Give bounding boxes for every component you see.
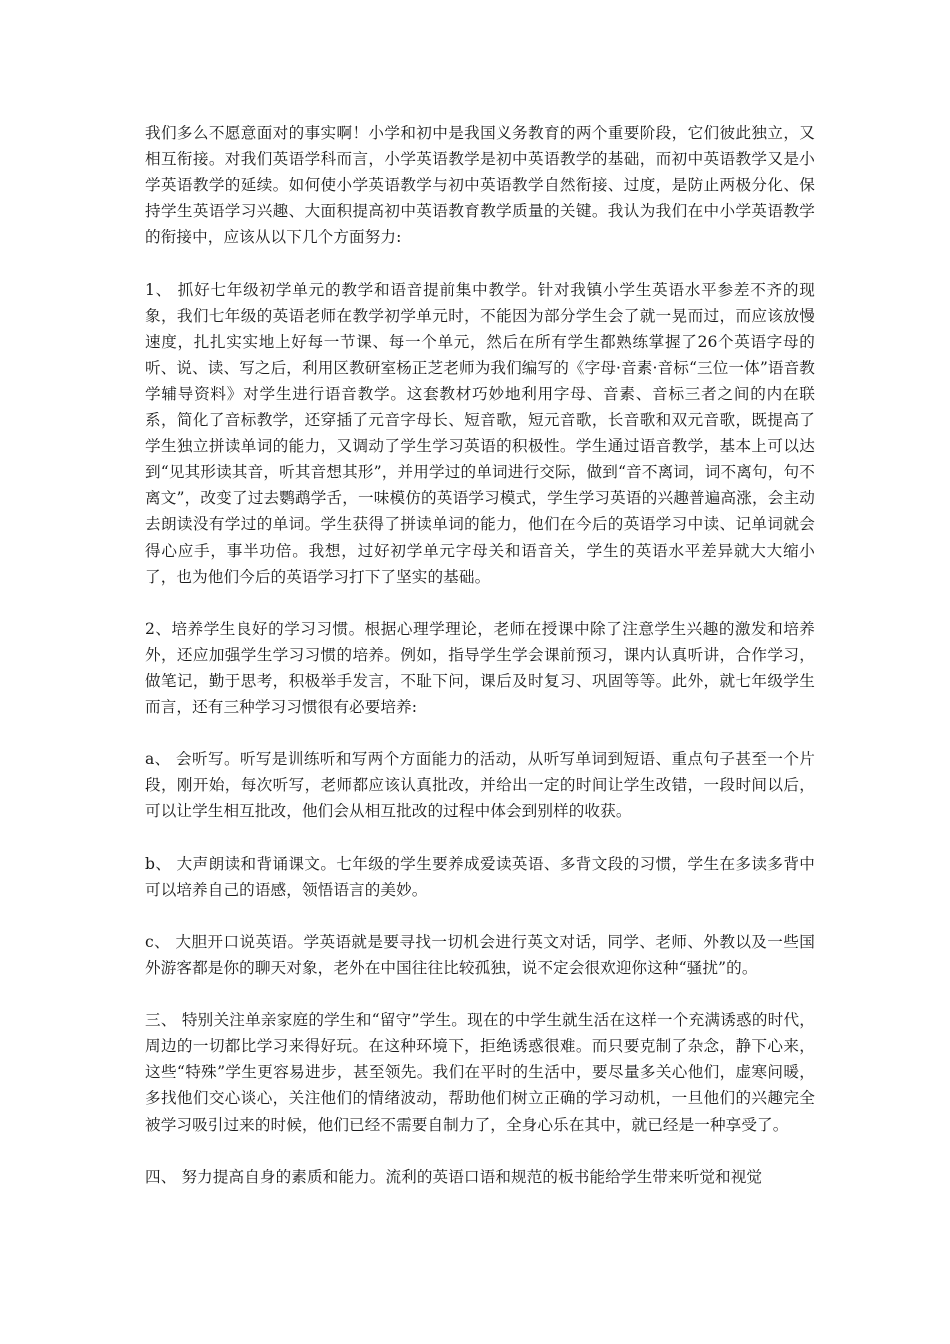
document-body (145, 120, 815, 1216)
habit-c-paragraph: c、 大胆开口说英语。学英语就是要寻找一切机会进行英文对话，同学、老师、外教以及一些国外游客都是你的聊天对象，老外在中国往往比较孤独，说不定会很欢迎你这种“骚扰”的。 (145, 932, 815, 977)
section-1-paragraph: 1、 抓好七年级初学单元的教学和语音提前集中教学。针对我镇小学生英语水平参差不齐的现象，我们七年级的英语老师在教学初学单元时，不能因为部分学生会了就一晃而过，而应该放慢速度，扎扎实实地上好每一节课、每一个单元，然后在所有学生都熟练掌握了26个英语字母的听、说、读、写之后，利用区教研室杨正芝老师为我们编写的《字母·音素·音标“三位一体”语音教学辅导资料》对学生进行语音教学。这套教材巧妙地利用字母、音素、音标三者之间的内在联系，简化了音标教学，还穿插了元音字母长、短音歌，短元音歌，长音歌和双元音歌，既提高了学生独立拼读单词的能力，又调动了学生学习英语的积极性。学生通过语音教学，基本上可以达到“见其形读其音，听其音想其形”，并用学过的单词进行交际，做到“音不离词，词不离句，句不离文”，改变了过去鹦鹉学舌，一味模仿的英语学习模式，学生学习英语的兴趣普遍高涨，会主动去朗读没有学过的单词。学生获得了拼读单词的能力，他们在今后的英语学习中读、记单词就会得心应手，事半功倍。我想，过好初学单元字母关和语音关，学生的英语水平差异就大大缩小了，也为他们今后的英语学习打下了坚实的基础。 (145, 280, 815, 586)
habit-a-paragraph: a、 会听写。听写是训练听和写两个方面能力的活动，从听写单词到短语、重点句子甚至一个片段，刚开始，每次听写，老师都应该认真批改，并给出一定的时间让学生改错，一段时间以后，可以让学生相互批改，他们会从相互批改的过程中体会到别样的收获。 (145, 750, 815, 821)
habit-b-paragraph: b、 大声朗读和背诵课文。七年级的学生要养成爱读英语、多背文段的习惯，学生在多读多背中可以培养自己的语感，领悟语言的美妙。 (145, 854, 815, 899)
section-2-paragraph: 2、培养学生良好的学习习惯。根据心理学理论，老师在授课中除了注意学生兴趣的激发和培养外，还应加强学生学习习惯的培养。例如，指导学生学会课前预习，课内认真听讲，合作学习，做笔记，勤于思考，积极举手发言，不耻下问，课后及时复习、巩固等等。此外，就七年级学生而言，还有三种学习习惯很有必要培养: (145, 619, 815, 717)
section-4-paragraph: 四、 努力提高自身的素质和能力。流利的英语口语和规范的板书能给学生带来听觉和视觉 (145, 1167, 763, 1186)
intro-paragraph: 我们多么不愿意面对的事实啊！小学和初中是我国义务教育的两个重要阶段，它们彼此独立，又相互衔接。对我们英语学科而言，小学英语教学是初中英语教学的基础，而初中英语教学又是小学英语教学的延续。如何使小学英语教学与初中英语教学自然衔接、过度，是防止两极分化、保持学生英语学习兴趣、大面积提高初中英语教育教学质量的关键。我认为我们在中小学英语教学的衔接中，应该从以下几个方面努力: (145, 124, 815, 247)
section-3-paragraph: 三、 特别关注单亲家庭的学生和“留守”学生。现在的中学生就生活在这样一个充满诱惑的时代，周边的一切都比学习来得好玩。在这种环境下，拒绝诱惑很难。而只要克制了杂念，静下心来，这些“特殊”学生更容易进步，甚至领先。我们在平时的生活中，要尽量多关心他们，虚寒问暖，多找他们交心谈心，关注他们的情绪波动，帮助他们树立正确的学习动机，一旦他们的兴趣完全被学习吸引过来的时候，他们已经不需要自制力了，全身心乐在其中，就已经是一种享受了。 (145, 1011, 815, 1134)
